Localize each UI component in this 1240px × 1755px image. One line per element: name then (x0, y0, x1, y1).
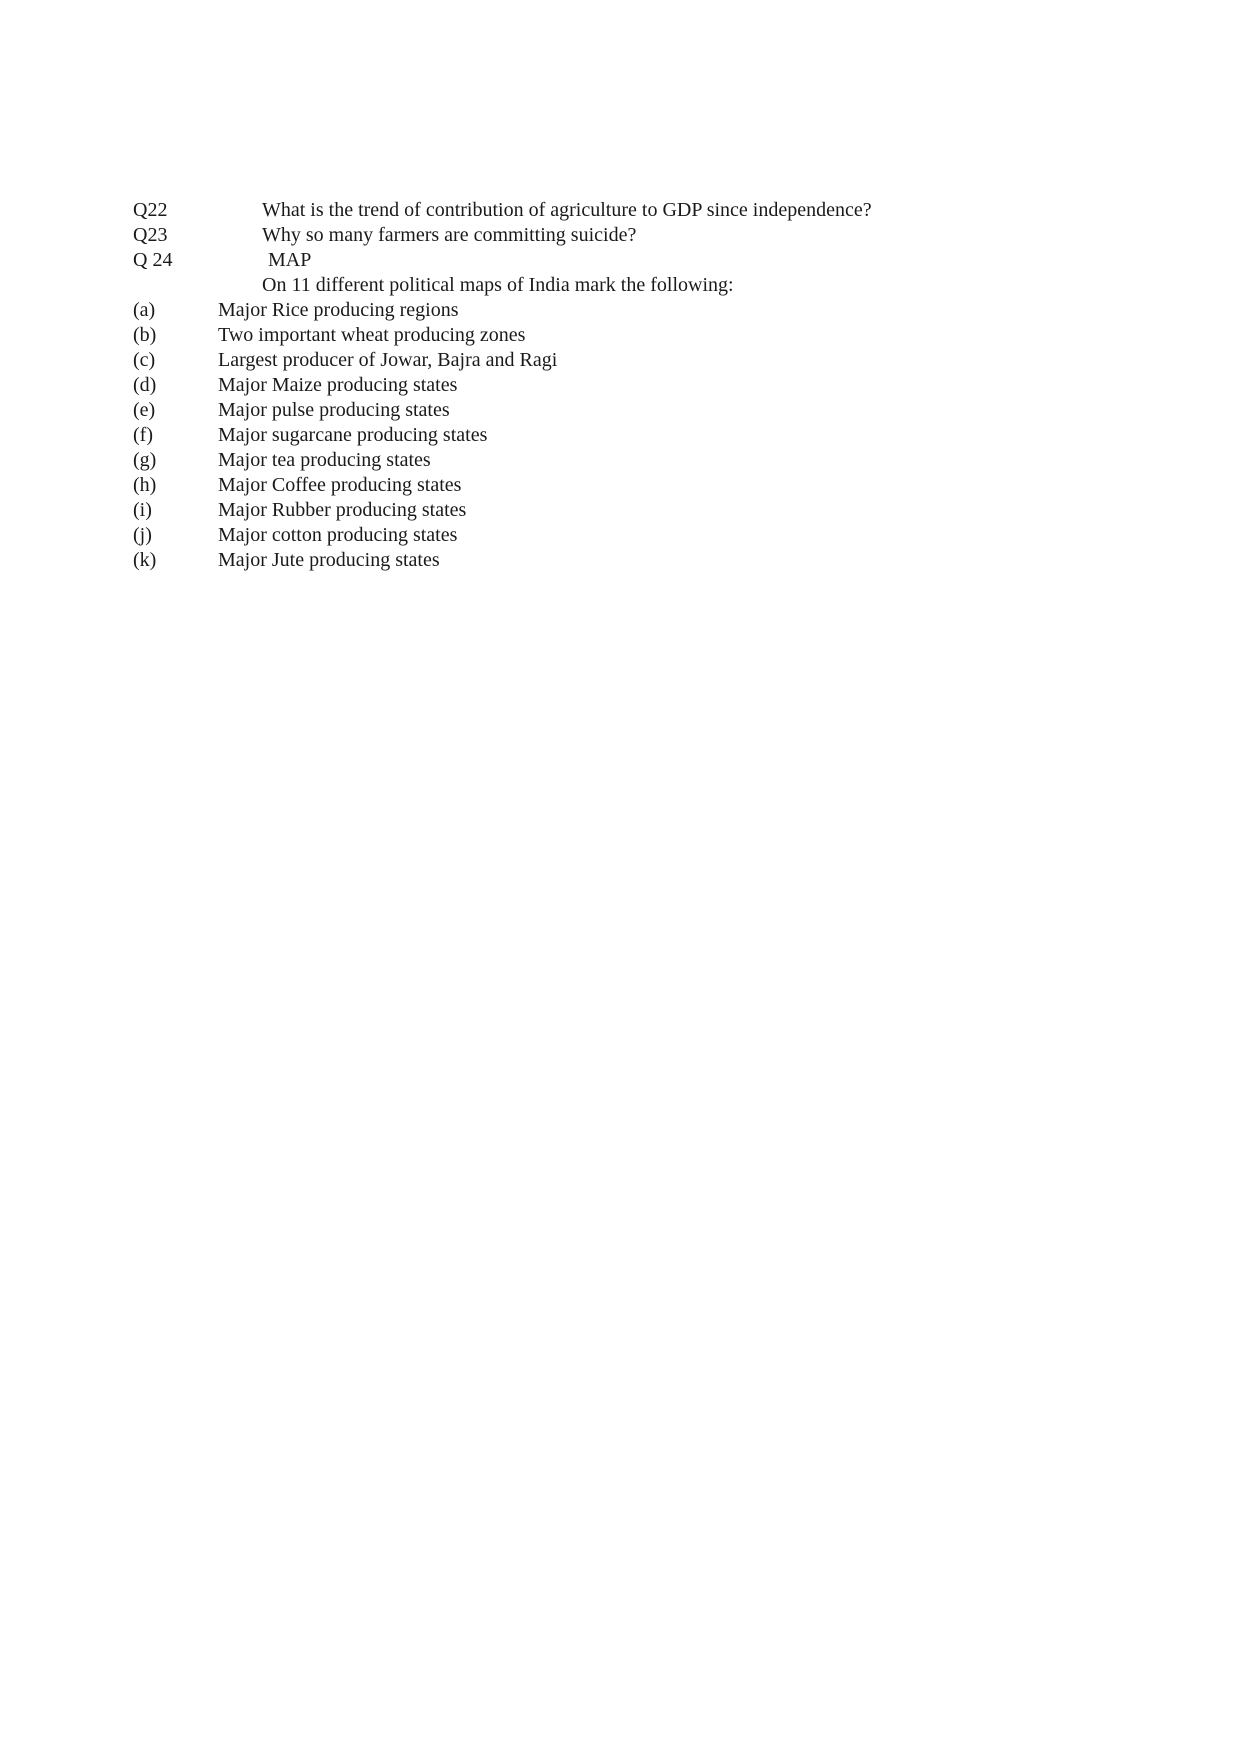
item-text: Major Coffee producing states (218, 474, 462, 496)
question-row-q23 (133, 223, 1180, 248)
map-item-k (133, 548, 1180, 573)
map-item-f (133, 423, 1180, 448)
item-label: (c) (133, 349, 156, 371)
item-label: (i) (133, 499, 152, 521)
map-item-b (133, 323, 1180, 348)
item-label: (j) (133, 524, 152, 546)
map-item-i (133, 498, 1180, 523)
item-text: Major sugarcane producing states (218, 424, 488, 446)
item-text: Major cotton producing states (218, 524, 458, 546)
item-label: (d) (133, 374, 157, 396)
question-text: Why so many farmers are committing suicide? (262, 224, 637, 246)
map-item-e (133, 398, 1180, 423)
item-text: Major Maize producing states (218, 374, 458, 396)
item-label: (e) (133, 399, 156, 421)
item-text: Two important wheat producing zones (218, 324, 526, 346)
question-number: Q 24 (133, 249, 173, 271)
item-label: (k) (133, 549, 157, 571)
map-item-d (133, 373, 1180, 398)
item-text: Major Jute producing states (218, 549, 440, 571)
map-item-h (133, 473, 1180, 498)
item-label: (b) (133, 324, 157, 346)
map-item-g (133, 448, 1180, 473)
map-instruction: On 11 different political maps of India mark the following: (262, 274, 734, 296)
item-text: Major pulse producing states (218, 399, 450, 421)
question-number: Q23 (133, 224, 168, 246)
item-text: Largest producer of Jowar, Bajra and Ragi (218, 349, 558, 371)
question-row-q22 (133, 198, 1180, 223)
item-text: Major tea producing states (218, 449, 431, 471)
item-label: (g) (133, 449, 157, 471)
question-number: Q22 (133, 199, 168, 221)
item-text: Major Rice producing regions (218, 299, 459, 321)
item-label: (h) (133, 474, 157, 496)
question-text: MAP (268, 249, 312, 271)
item-label: (f) (133, 424, 153, 446)
question-text: What is the trend of contribution of agriculture to GDP since independence? (262, 199, 872, 221)
item-label: (a) (133, 299, 156, 321)
question-row-q24 (133, 248, 1180, 273)
item-text: Major Rubber producing states (218, 499, 467, 521)
map-item-c (133, 348, 1180, 373)
map-item-j (133, 523, 1180, 548)
document-content (133, 198, 1180, 573)
map-item-a (133, 298, 1180, 323)
